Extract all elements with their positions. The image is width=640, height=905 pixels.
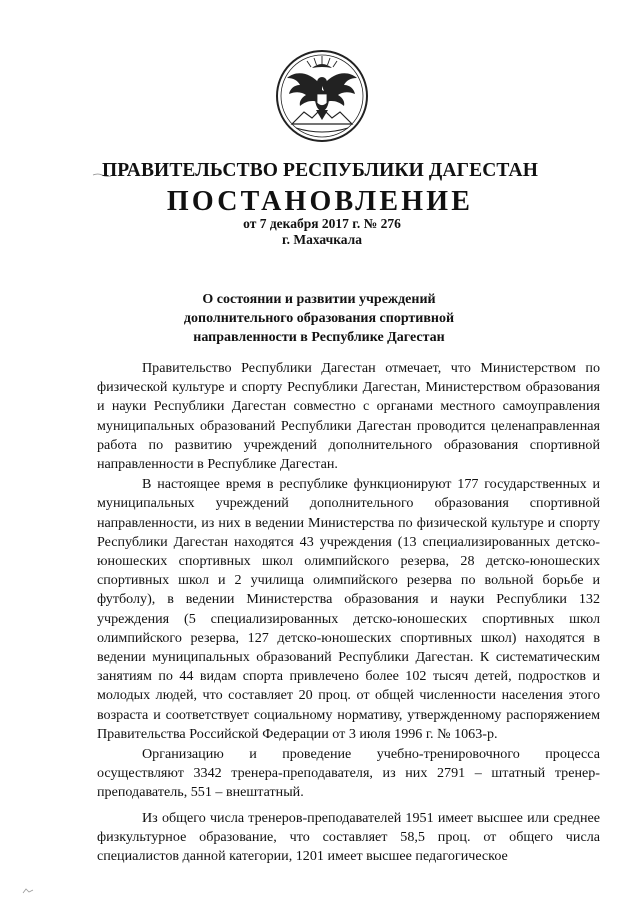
- document-date-number: от 7 декабря 2017 г. № 276: [243, 216, 401, 231]
- subject-line: О состоянии и развитии учреждений: [202, 292, 436, 307]
- document-city: г. Махачкала: [281, 232, 362, 247]
- scan-artifact-mark: [22, 887, 34, 895]
- subject-line: дополнительного образования спортивной: [183, 311, 455, 326]
- document-subject: [150, 290, 488, 347]
- subject-line: направленности в Республике Дагестан: [193, 330, 445, 345]
- body-paragraph: В настоящее время в республике функционируют 177 государственных и муниципальных учреждений дополнительного образования спортивной направленности, из них в ведении Министерства по физической культуре и спорту Республики Дагестан находятся 43 учреждения (13 специализированных детско-юношеских спортивных школ олимпийского резерва, 28 детско-юношеских спортивных школ и 2 училища олимпийского резерва по вольной борьбе и футболу), в ведении Министерства образования и науки Республики 132 учреждения (5 специализированных детско-юношеских спортивных школ олимпийского резерва, 127 детско-юношеских спортивных школ) находятся в ведении муниципальных образований Республики Дагестан. К систематическим занятиям по 44 видам спорта привлечено более 102 тысяч детей, подростков и молодых людей, что составляет 20 проц. от общей численности населения этого возраста и соответствует социальному нормативу, утвержденному распоряжением Правительства Российской Федерации от 3 июля 1996 г. № 1063-р.: [97, 476, 600, 742]
- document-body: [97, 359, 600, 866]
- dagestan-coat-of-arms-icon: [274, 48, 370, 144]
- government-title: ПРАВИТЕЛЬСТВО РЕСПУБЛИКИ ДАГЕСТАН: [101, 160, 538, 181]
- document-type-title: ПОСТАНОВЛЕНИЕ: [166, 186, 474, 217]
- body-paragraph: Организацию и проведение учебно-тренировочного процесса осуществляют 3342 тренера-преподавателя, из них 2791 – штатный тренер-преподаватель, 551 – внештатный.: [97, 746, 600, 801]
- body-paragraph: Правительство Республики Дагестан отмечает, что Министерством по физической культуре и спорту Республики Дагестан, Министерством образования и науки Республики Дагестан совместно с органами местного самоуправления муниципальных образований Республики Дагестан проводится целенаправленная работа по развитию учреждений дополнительного образования спортивной направленности в Республике Дагестан.: [97, 360, 600, 473]
- body-paragraph: Из общего числа тренеров-преподавателей 1951 имеет высшее или среднее физкультурное образование, что составляет 58,5 проц. от общего числа специалистов данной категории, 1201 имеет высшее педагогическое: [97, 809, 600, 865]
